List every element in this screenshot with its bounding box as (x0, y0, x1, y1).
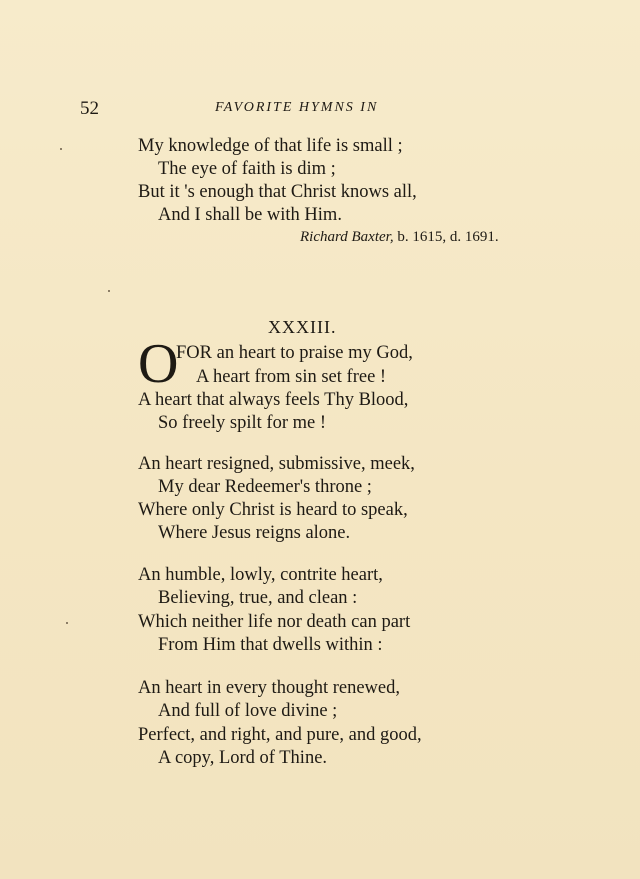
hymn-number: XXXIII. (268, 317, 337, 337)
running-head: FAVORITE HYMNS IN (215, 100, 379, 115)
verse-line: Which neither life nor death can part (138, 612, 411, 632)
page-header (0, 98, 640, 122)
verse-line: An heart resigned, submissive, meek, (138, 454, 415, 474)
verse-line: A copy, Lord of Thine. (158, 748, 328, 768)
paper-speck (66, 622, 68, 624)
page-number: 52 (80, 98, 99, 119)
verse-line: FOR an heart to praise my God, (176, 343, 413, 363)
verse-line: And full of love divine ; (158, 701, 338, 721)
verse-line: But it 's enough that Christ knows all, (138, 182, 417, 202)
verse-line: An heart in every thought renewed, (138, 678, 400, 698)
attribution (300, 229, 499, 246)
verse-line: Where only Christ is heard to speak, (138, 500, 408, 520)
author-name: Richard Baxter, (300, 229, 394, 245)
verse-line: Believing, true, and clean : (158, 588, 358, 608)
verse-line: An humble, lowly, contrite heart, (138, 565, 383, 585)
verse-line: My knowledge of that life is small ; (138, 136, 403, 156)
verse-line: From Him that dwells within : (158, 635, 383, 655)
paper-speck (60, 148, 62, 150)
author-dates: b. 1615, d. 1691. (397, 229, 499, 245)
verse-line: A heart from sin set free ! (196, 367, 387, 387)
verse-line: Perfect, and right, and pure, and good, (138, 725, 422, 745)
verse-line: My dear Redeemer's throne ; (158, 477, 372, 497)
verse-line: So freely spilt for me ! (158, 413, 326, 433)
verse-line: A heart that always feels Thy Blood, (138, 390, 409, 410)
verse-line: And I shall be with Him. (158, 205, 342, 225)
verse-line: Where Jesus reigns alone. (158, 523, 351, 543)
drop-cap: O (138, 333, 179, 395)
verse-line: The eye of faith is dim ; (158, 159, 336, 179)
paper-speck (108, 290, 110, 292)
